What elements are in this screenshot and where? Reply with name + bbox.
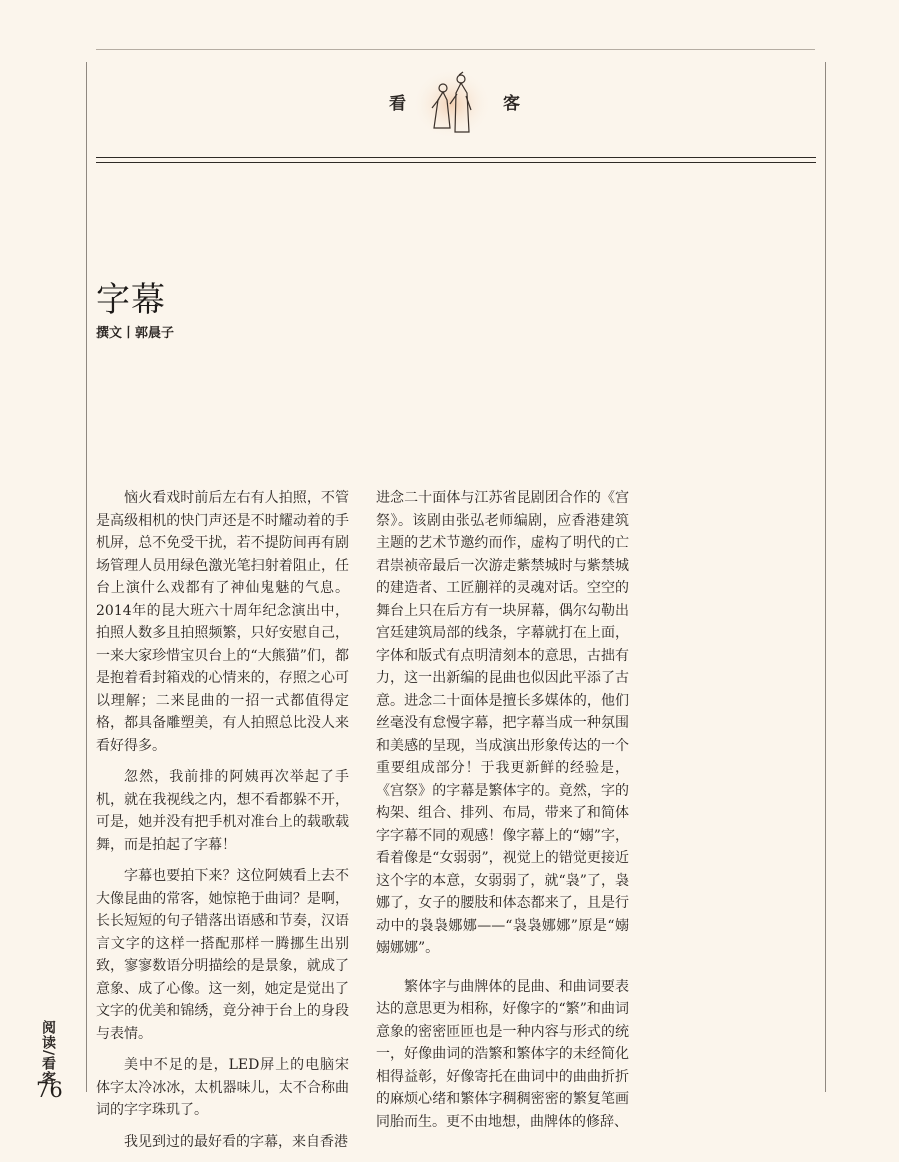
left-margin-rule — [86, 62, 87, 1092]
header-rule-upper — [96, 157, 816, 158]
paragraph: 繁体字与曲牌体的昆曲、和曲词要表达的意思更为相称，好像字的“繁”和曲词意象的密密匝匝也是一种内容与形式的统一，好像曲词的浩繁和繁体字的未经简化相得益彰，好像寄托在曲词中的曲曲折折的麻烦心绪和繁体字稠稠密密的繁复笔画同胎而生。更不由地想，曲牌体的修辞、 — [376, 978, 629, 1130]
top-rule — [96, 49, 815, 50]
body-column-left — [96, 487, 349, 1162]
paragraph: 字幕也要拍下来？这位阿姨看上去不大像昆曲的常客，她惊艳于曲词？是啊，长长短短的句子错落出语感和节奏，汉语言文字的这样一搭配那样一腾挪生出别致，寥寥数语分明描绘的是景象，就成了意象、成了心像。这一刻，她定是觉出了文字的优美和锦绣，竟分神于台上的身段与表情。 — [96, 868, 349, 1042]
page-number: 76 — [36, 1078, 63, 1102]
paragraph: 忽然，我前排的阿姨再次举起了手机，就在我视线之内，想不看都躲不开，可是，她并没有把手机对准台上的载歌载舞，而是拍起了字幕！ — [96, 769, 349, 853]
paragraph: 美中不足的是，LED屏上的电脑宋体字太冷冰冰，太机器味儿，太不合称曲词的字字珠玑了。 — [96, 1057, 349, 1118]
section-side-label: 阅读/看客 — [40, 1020, 56, 1087]
section-title-left: 看 — [389, 94, 406, 114]
article-byline: 撰文丨郭晨子 — [96, 326, 175, 341]
article-title: 字幕 — [96, 280, 166, 320]
header-rule-lower — [96, 162, 816, 163]
paragraph: 进念二十面体与江苏省昆剧团合作的《宫祭》。该剧由张弘老师编剧，应香港建筑主题的艺术节邀约而作，虚构了明代的亡君崇祯帝最后一次游走紫禁城时与紫禁城的建造者、工匠蒯祥的灵魂对话。空空的舞台上只在后方有一块屏幕，偶尔勾勒出宫廷建筑局部的线条，字幕就打在上面，字体和版式有点明清刻本的意思，古拙有力，这一出新编的昆曲也似因此平添了古意。进念二十面体是擅长多媒体的，他们丝毫没有怠慢字幕，把字幕当成一种氛围和美感的呈现，当成演出形象传达的一个重要组成部分！于我更新鲜的经验是，《宫祭》的字幕是繁体字的。竟然，字的构架、组合、排列、布局，带来了和简体字字幕不同的观感！像字幕上的“嫋”字，看着像是“女弱弱”，视觉上的错觉更接近这个字的本意，女弱弱了，就“袅”了，袅娜了，女子的腰肢和体态都来了，且是行动中的袅袅娜娜——“袅袅娜娜”原是“嫋嫋娜娜”。 — [376, 490, 629, 956]
paragraph: 我见到过的最好看的字幕，来自香港 — [124, 1133, 348, 1150]
figure-emblem-icon — [410, 66, 494, 142]
body-column-right — [376, 487, 629, 1142]
right-margin-rule — [825, 62, 826, 1092]
section-title-right: 客 — [503, 94, 520, 114]
paragraph: 恼火看戏时前后左右有人拍照，不管是高级相机的快门声还是不时耀动着的手机屏，总不免受干扰，若不提防间再有剧场管理人员用绿色激光笔扫射着阻止，任台上演什么戏都有了神仙鬼魅的气息。2014年的昆大班六十周年纪念演出中，拍照人数多且拍照频繁，只好安慰自己，一来大家珍惜宝贝台上的“大熊猫”们，都是抱着看封箱戏的心情来的，存照之心可以理解；二来昆曲的一招一式都值得定格，都具备雕塑美，有人拍照总比没人来看好得多。 — [96, 490, 349, 754]
